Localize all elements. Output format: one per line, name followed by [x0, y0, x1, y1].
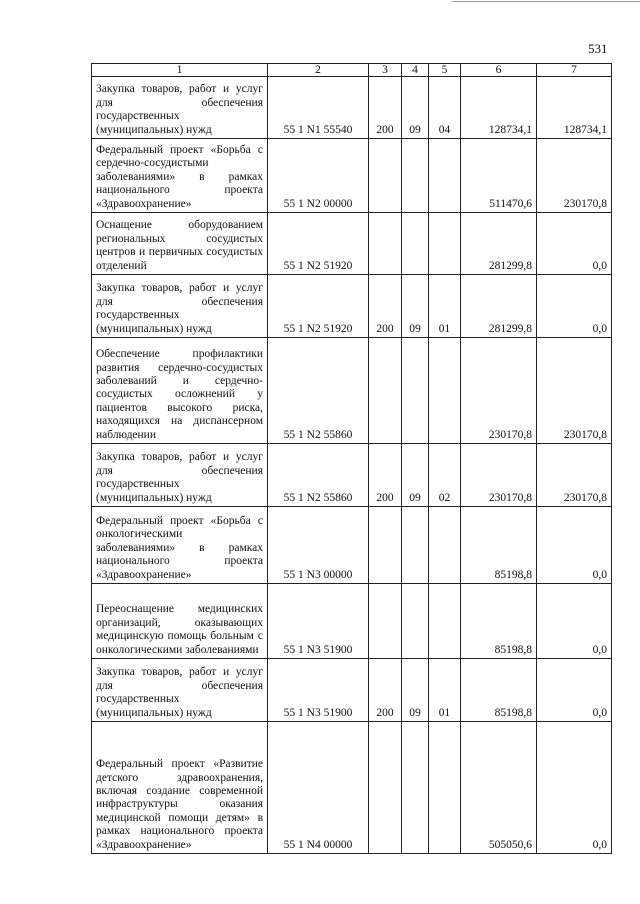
- header-row: [92, 64, 612, 77]
- row-col-4: 09: [402, 659, 429, 722]
- row-col-7: 128734,1: [537, 77, 612, 139]
- row-col-7: 230170,8: [537, 139, 612, 213]
- row-code: 55 1 N3 51900: [268, 659, 369, 722]
- row-col-6: 511470,6: [461, 139, 537, 213]
- table-row: [92, 213, 612, 275]
- row-col-7: 0,0: [537, 507, 612, 584]
- row-code: 55 1 N3 00000: [268, 507, 369, 584]
- table-row: [92, 338, 612, 444]
- row-col-6: 85198,8: [461, 584, 537, 659]
- row-col-4: 09: [402, 77, 429, 139]
- row-name: Федеральный проект «Борьба с сердечно-сосудистыми заболеваниями» в рамках национального проекта «Здравоохранение»: [92, 139, 268, 213]
- row-code: 55 1 N4 00000: [268, 722, 369, 854]
- row-col-3: [369, 507, 402, 584]
- table-row: [92, 444, 612, 507]
- table-row: [92, 275, 612, 338]
- row-code: 55 1 N2 51920: [268, 213, 369, 275]
- row-col-5: [429, 213, 461, 275]
- header-cell-4: 4: [402, 64, 429, 77]
- row-col-6: 281299,8: [461, 213, 537, 275]
- row-col-7: 0,0: [537, 213, 612, 275]
- row-name: Федеральный проект «Борьба с онкологическими заболеваниями» в рамках национального проекта «Здравоохранение»: [92, 507, 268, 584]
- header-cell-3: 3: [369, 64, 402, 77]
- row-col-3: 200: [369, 659, 402, 722]
- table-row: [92, 139, 612, 213]
- row-col-3: [369, 338, 402, 444]
- table-row: [92, 722, 612, 854]
- row-col-6: 281299,8: [461, 275, 537, 338]
- row-col-3: 200: [369, 275, 402, 338]
- row-name: Федеральный проект «Развитие детского здравоохранения, включая создание современной инфраструктуры оказания медицинской помощи детям» в рамках национального проекта «Здравоохранение»: [92, 722, 268, 854]
- header-cell-1: 1: [92, 64, 268, 77]
- row-name: Переоснащение медицинских организаций, оказывающих медицинскую помощь больным с онкологическими заболеваниями: [92, 584, 268, 659]
- row-code: 55 1 N3 51900: [268, 584, 369, 659]
- row-col-5: 01: [429, 659, 461, 722]
- row-col-4: [402, 507, 429, 584]
- row-col-7: 230170,8: [537, 444, 612, 507]
- row-name: Закупка товаров, работ и услуг для обеспечения государственных (муниципальных) нужд: [92, 77, 268, 139]
- row-code: 55 1 N2 00000: [268, 139, 369, 213]
- row-name: Обеспечение профилактики развития сердечно-сосудистых заболеваний и сердечно-сосудистых осложнений у пациентов высокого риска, находящихся на диспансерном наблюдении: [92, 338, 268, 444]
- row-col-6: 230170,8: [461, 338, 537, 444]
- row-col-3: [369, 213, 402, 275]
- row-col-5: [429, 507, 461, 584]
- table-row: [92, 584, 612, 659]
- row-col-4: [402, 722, 429, 854]
- row-col-3: [369, 139, 402, 213]
- row-code: 55 1 N2 55860: [268, 338, 369, 444]
- row-code: 55 1 N2 55860: [268, 444, 369, 507]
- header-cell-6: 6: [461, 64, 537, 77]
- top-edge-rule: [452, 1, 640, 2]
- row-code: 55 1 N2 51920: [268, 275, 369, 338]
- row-col-5: 02: [429, 444, 461, 507]
- row-col-7: 0,0: [537, 275, 612, 338]
- row-col-5: 04: [429, 77, 461, 139]
- row-col-5: [429, 139, 461, 213]
- page-number: 531: [588, 41, 608, 56]
- row-col-3: [369, 722, 402, 854]
- row-col-5: [429, 722, 461, 854]
- row-col-7: 0,0: [537, 722, 612, 854]
- row-col-4: 09: [402, 275, 429, 338]
- row-col-6: 128734,1: [461, 77, 537, 139]
- row-name: Закупка товаров, работ и услуг для обеспечения государственных (муниципальных) нужд: [92, 444, 268, 507]
- row-col-3: 200: [369, 77, 402, 139]
- row-col-4: [402, 338, 429, 444]
- row-col-6: 230170,8: [461, 444, 537, 507]
- row-col-5: [429, 338, 461, 444]
- row-col-3: [369, 584, 402, 659]
- table-row: [92, 659, 612, 722]
- row-col-4: [402, 213, 429, 275]
- row-col-6: 505050,6: [461, 722, 537, 854]
- row-name: Закупка товаров, работ и услуг для обеспечения государственных (муниципальных) нужд: [92, 275, 268, 338]
- row-name: Закупка товаров, работ и услуг для обеспечения государственных (муниципальных) нужд: [92, 659, 268, 722]
- row-col-4: 09: [402, 444, 429, 507]
- row-col-3: 200: [369, 444, 402, 507]
- header-cell-5: 5: [429, 64, 461, 77]
- row-col-7: 0,0: [537, 584, 612, 659]
- header-cell-2: 2: [268, 64, 369, 77]
- row-code: 55 1 N1 55540: [268, 77, 369, 139]
- table-row: [92, 77, 612, 139]
- row-col-4: [402, 139, 429, 213]
- row-col-7: 230170,8: [537, 338, 612, 444]
- row-name: Оснащение оборудованием региональных сосудистых центров и первичных сосудистых отделений: [92, 213, 268, 275]
- header-cell-7: 7: [537, 64, 612, 77]
- budget-table: [91, 63, 612, 854]
- row-col-7: 0,0: [537, 659, 612, 722]
- row-col-5: 01: [429, 275, 461, 338]
- row-col-6: 85198,8: [461, 659, 537, 722]
- row-col-5: [429, 584, 461, 659]
- row-col-4: [402, 584, 429, 659]
- table-row: [92, 507, 612, 584]
- row-col-6: 85198,8: [461, 507, 537, 584]
